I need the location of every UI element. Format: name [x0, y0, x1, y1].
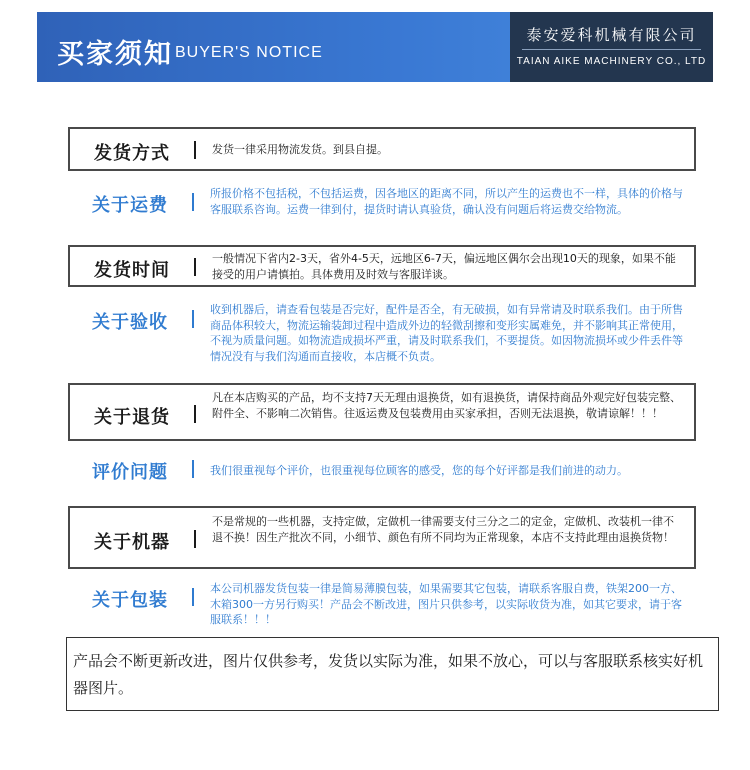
section-separator — [192, 193, 194, 211]
section-shipping-method — [68, 127, 696, 171]
section-text: 发货一律采用物流发货。到县自提。 — [212, 143, 388, 156]
section-separator — [194, 258, 196, 276]
section-label: 发货时间 — [94, 260, 170, 281]
section-label: 关于包装 — [92, 590, 168, 611]
section-packaging — [68, 578, 696, 634]
company-name-en: TAIAN AIKE MACHINERY CO., LTD — [516, 56, 707, 67]
section-label: 评价问题 — [92, 462, 168, 483]
section-separator — [194, 141, 196, 159]
section-text: 本公司机器发货包装一律是简易薄膜包装，如果需要其它包装，请联系客服自费，铁架200一方、木箱300一方另行购买！产品会不断改进，图片只供参考，以实际收货为准，如其它要求，请于客服联系！！！ — [210, 582, 682, 626]
section-separator — [192, 588, 194, 606]
section-label: 关于机器 — [94, 532, 170, 553]
section-separator — [194, 530, 196, 548]
page-subtitle: BUYER'S NOTICE — [175, 44, 323, 61]
section-label: 关于运费 — [92, 195, 168, 216]
section-separator — [192, 460, 194, 478]
section-text: 所报价格不包括税，不包括运费，因各地区的距离不同，所以产生的运费也不一样，具体的价格与客服联系咨询。运费一律到付，提货时请认真验货，确认没有问题后将运费交给物流。 — [210, 187, 683, 216]
section-label: 发货方式 — [94, 143, 170, 164]
section-text: 我们很重视每个评价，也很重视每位顾客的感受，您的每个好评都是我们前进的动力。 — [210, 464, 628, 477]
section-separator — [192, 310, 194, 328]
section-label: 关于验收 — [92, 312, 168, 333]
section-text: 收到机器后，请查看包装是否完好，配件是否全，有无破损，如有异常请及时联系我们。由于所售商品体积较大，物流运输装卸过程中造成外边的轻微刮擦和变形实属难免，并不影响其正常使用，不视为质量问题。如物流造成损坏严重，请及时联系我们，不要提货。如因物流损坏或少件丢件等情况没有与我们沟通而直接收，本店概不负责。 — [210, 303, 683, 363]
company-divider — [522, 49, 701, 50]
section-reviews — [68, 454, 696, 486]
company-name-cn: 泰安爱科机械有限公司 — [526, 26, 697, 44]
section-returns — [68, 383, 696, 441]
header-banner — [37, 12, 713, 82]
section-inspection — [68, 300, 696, 372]
section-text: 凡在本店购买的产品，均不支持7天无理由退换货，如有退换货，请保持商品外观完好包装完整、附件全、不影响二次销售。往返运费及包装费用由买家承担，否则无法退换，敬请谅解！！！ — [212, 391, 681, 420]
section-text: 一般情况下省内2-3天，省外4-5天，远地区6-7天，偏远地区偶尔会出现10天的现象，如果不能接受的用户请慎拍。具体费用及时效与客服详谈。 — [212, 252, 676, 281]
company-badge — [510, 12, 713, 82]
footer-note: 产品会不断更新改进，图片仅供参考，发货以实际为准，如果不放心，可以与客服联系核实好机器图片。 — [66, 637, 719, 711]
section-delivery-time — [68, 245, 696, 287]
section-text: 不是常规的一些机器，支持定做，定做机一律需要支付三分之二的定金，定做机、改装机一律不退不换！因生产批次不同，小细节、颜色有所不同均为正常现象，本店不支持此理由退换货物！ — [212, 515, 674, 544]
section-label: 关于退货 — [94, 407, 170, 428]
section-separator — [194, 405, 196, 423]
page-title: 买家须知 — [57, 39, 173, 70]
section-freight — [68, 184, 696, 242]
section-machines — [68, 506, 696, 569]
